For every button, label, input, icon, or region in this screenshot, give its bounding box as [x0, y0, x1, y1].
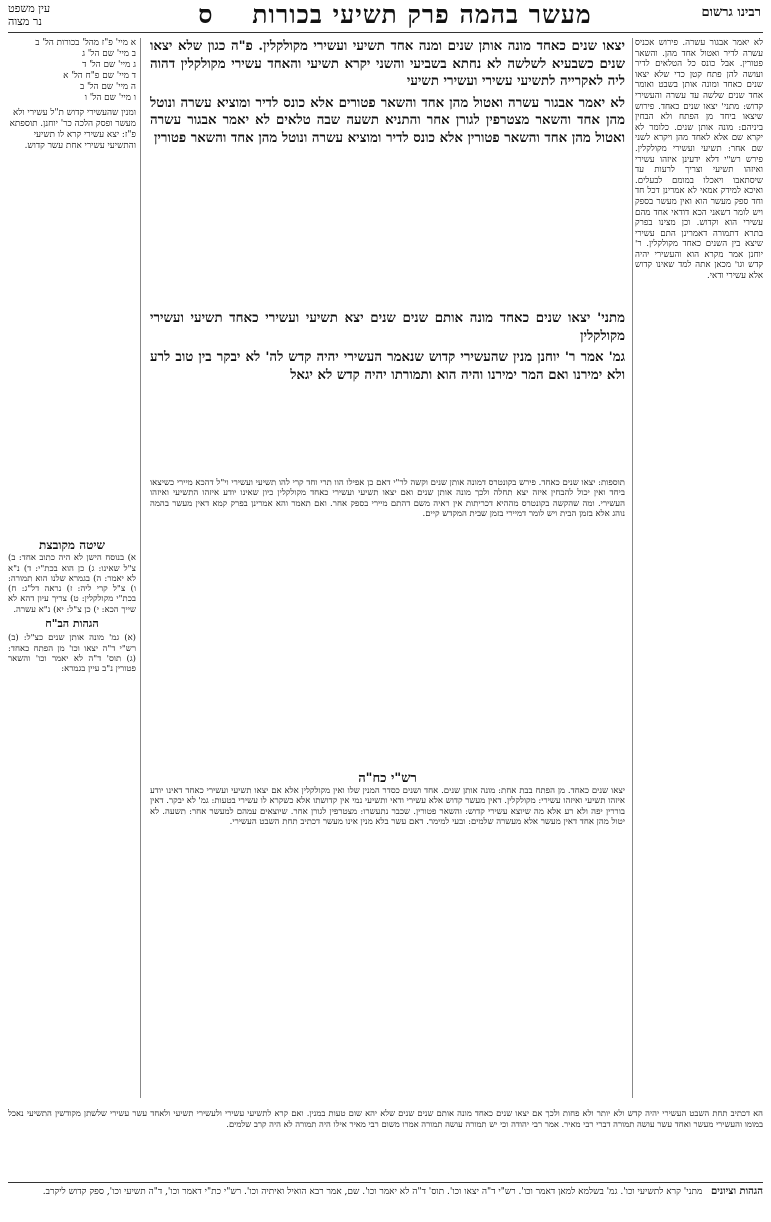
margin-note-text: ומנין שהעשירי קדוש ת"ל עשירי ולא מעשר ופסק הלכה כר' יוחנן. תוספתא פ"ז: יצא עשירי קרא לו תשיעי והתשיעי עשירי אחת עשר קדוש.	[9, 108, 136, 151]
header-divider	[8, 32, 763, 33]
header-ein-mishpat-label	[8, 2, 50, 28]
rashi-title: רש"י כח"ה	[358, 771, 417, 786]
gemara-paragraph-4: גמ' אמר ר' יוחנן מנין שהעשירי קדוש שנאמר העשירי יהיה קדש לה' לא יבקר בין טוב לרע ולא ימירנו ואם המר ימירנו והיה הוא ותמורתו יהיה קדש לא יגאל	[150, 350, 625, 383]
gemara-paragraph-2: לא יאמר אבגור עשרה ואטול מהן אחד והשאר פטורים אלא כונס לדיר ומוציא עשרה ונוטל מהן אחד והשאר מצטרפין לגורן אחר והתניא תשעה שבה טלאים לא יאמר אבגור עשרה ואטול מהן אחד והשאר פטורין אלא כונס לדיר ומוציא עשרה ונוטל מהן אחד והשאר פטורין	[150, 95, 625, 146]
header-title	[160, 0, 630, 30]
header-left-line1: עין משפט	[8, 2, 51, 15]
gemara-paragraph-3: מתני' יצאו שנים כאחד מונה אותם שנים שנים יצא תשיעי ועשירי כאחד תשיעי ועשירי מקולקלין	[150, 311, 625, 344]
footer-divider	[8, 1182, 763, 1183]
outer-commentary-text: לא יאמר אבגור עשרה. פירוש אכניס עשרה לדיר ואטול אחד מהן. והשאר פטורין. אבל כונס כל הטלאים לדיר ועושה להן פתח קטן כדי שלא יצאו שנים כאחד ומונה אותן בשבט ואומר אחד שנים שלשה עד עשרה והעשירי קדוש: מתני' יצאו שנים כאחד. פירוש שיצאו ביחד מן הפתח ולא הבחין ביניהם: מונה אותן שנים. כלומר לא יקרא שם אלא לאחד מהן ויקרא לשני שם אחר: תשיעי ועשירי מקולקלין. פירש רש"י דלא ידעינן איזהו עשירי ואיזהו תשיעי וצריך לרעות עד שיסתאבו ויאכלו במומם לבעלים. ואיכא למידק אמאי לא אמרינן דכל חד וחד ספק מעשר הוא ואין מעשר בספק ויש לומר דשאני הכא דודאי אחד מהם עשירי הוא וקדוש. וכן מצינו בפרק בתרא דתמורה דאמרינן התם עשירי שיצא בין השנים כאחד מקולקלין. ר' יוחנן אמר מקרא הוא והעשירי יהיה קדש וגו' מכאן אתה למד שאינו קדוש אלא עשירי ודאי.	[635, 38, 763, 282]
bottom-commentary-text: הא דכתיב תחת השבט העשירי יהיה קדש ולא יותר ולא פחות ולכך אם יצאו שנים כאחד מונה אותם שנים שנים שלא יהא שום טעות במנין. ואם קרא לתשיעי עשירי ולעשירי תשיעי ולאחד עשר עשירי שלשתן מקודשין התשיעי נאכל במומו והעשירי מעשר ואחד עשר עושה תמורה דברי רבי מאיר. אמר רבי יהודה וכי יש תמורה עושה תמורה אמרו משום רבי מאיר אילו היה תמורה לא היה קרב שלמים.	[8, 1108, 763, 1129]
rashi-text: יצאו שנים כאחד. מן הפתח בבת אחת: מונה אותן שנים. אחד ושנים כסדר המנין שלו ואין מקולקלין אלא אם יצאו תשיעי ועשירי כאחד דאינו יודע איזהו תשיעי ואיזהו עשירי: מקולקלין. דאין מעשר קדוש אלא עשירי ודאי ותשיעי נמי אין קדושתו אלא כשקרא לו עשירי בטעות: גמ' לא יבקר. דאין בוררין יפה ולא רע אלא מה שיוצא עשירי קדוש: והשאר פטורין. שכבר נתעשרו: מצטרפין לגורן אחר. שיוצאים עמהם למעשר אחר: תשעה. לא יטול מהן אחד דאין מעשר אלא מעשרה שלמים: ובעי למימר. דאם עשר בלא מנין אינו מעשר דכתיב תחת השבט העשירי.	[150, 786, 625, 827]
ein-mishpat-column	[8, 38, 136, 338]
outer-commentary-column	[635, 38, 763, 1158]
footer-text: מתני' קרא לתשיעי וכו'. גמ' בשלמא למאן דאמר וכו'. רש"י ד"ה יצאו וכו'. תוס' ד"ה לא יאמר וכו'. שם, אמר רבא הואיל ואיתיה וכו'. רש"י כת"י דאמר וכו', ד"ה תשיעי וכו', ספק קדוש ליקרב.	[42, 1187, 703, 1197]
shita-title: שיטה מקובצת	[39, 540, 105, 552]
column-divider-right	[632, 38, 633, 1098]
header-left-line2: נר מצוה	[8, 15, 42, 28]
header-folio: ס	[198, 0, 214, 29]
gemara-paragraph-1: יצאו שנים כאחד מונה אותן שנים ומנה אחד תשיעי ועשירי מקולקלין. פ"ה כגון שלא יצאו שנים כשבעיא לשלשה לא נחתא בשביעי והשני יקרא תשיעי והאחד עשירי מקולקלין דהוה ליה לאקרייה לתשיעי עשירי ועשירי תשיעי	[150, 39, 625, 90]
bottom-commentary	[8, 1100, 763, 1180]
shita-mekubetzet-column	[8, 540, 136, 1095]
inner-commentary-text: תוספות: יצאו שנים כאחד. פירש בקונטרס דמונה אותן שנים וקשה לר"י דאם כן אפילו הוו תרי וחד קרי להו תשיעי ועשירי וי"ל דהכא מיירי כשיצאו ביחד ואין יכול להבחין איזה יצא תחלה ולכך מונה אותן שנים ואם יצאו תשיעי ועשירי כאחד מקולקלין כיון שאינו יודע איזהו התשיעי ואיזהו העשירי. ומה שהקשה בקונטרס מההיא דכריתות אין ראיה משם דהתם מיירי בספק אחר. ואם תאמר והא אמרינן בפרק קמא דאין מעשר בהמה נוהג אלא בזמן הבית ויש לומר דמיירי בזמן שבית המקדש קיים.	[150, 478, 625, 520]
hagahot-title: הגהות הב"ח	[45, 617, 99, 631]
column-divider-left	[140, 38, 141, 1098]
inner-commentary-block	[150, 478, 625, 766]
footer	[8, 1186, 763, 1198]
shita-text: א) בנוסח הישן לא היה כתוב אחד: ב) צ"ל שאינו: ג) כן הוא בכת"י: ד) נ"א לא יאמר: ה) בגמרא שלנו הוא תמורה: ו) צ"ל קרי ליה: ז) נראה דל"ג: ח) בכת"י מקולקלין: ט) צריך עיון דהא לא שייך הכא: י) כן צ"ל: יא) נ"א עשרה.	[8, 553, 136, 615]
header-tractate-chapter: מעשר בהמה פרק תשיעי בכורות	[252, 0, 592, 29]
rashi-commentary	[150, 786, 625, 1101]
ein-mishpat-text: א מיי' פ"ז מהל' בכורות הל' ב ב מיי' שם הל' ג ג מיי' שם הל' ד ד מיי' שם פ"ח הל' א ה מיי' שם הל' ב ו מיי' שם הל' ו	[35, 38, 136, 103]
footer-label: הגהות וציונים	[710, 1186, 763, 1197]
gemara-mishna-block	[150, 310, 625, 470]
gemara-main-text	[150, 38, 625, 308]
header-commentator-name: רבינו גרשום	[701, 5, 761, 20]
hagahot-text: (א) גמ' מונה אותן שנים כצ"ל: (ב) רש"י ד"ה יצאו וכו' מן הפתח כאחד: (ג) תוס' ד"ה לא יאמר וכו' והשאר פטורין נ"ב עיין בגמרא:	[8, 633, 136, 675]
